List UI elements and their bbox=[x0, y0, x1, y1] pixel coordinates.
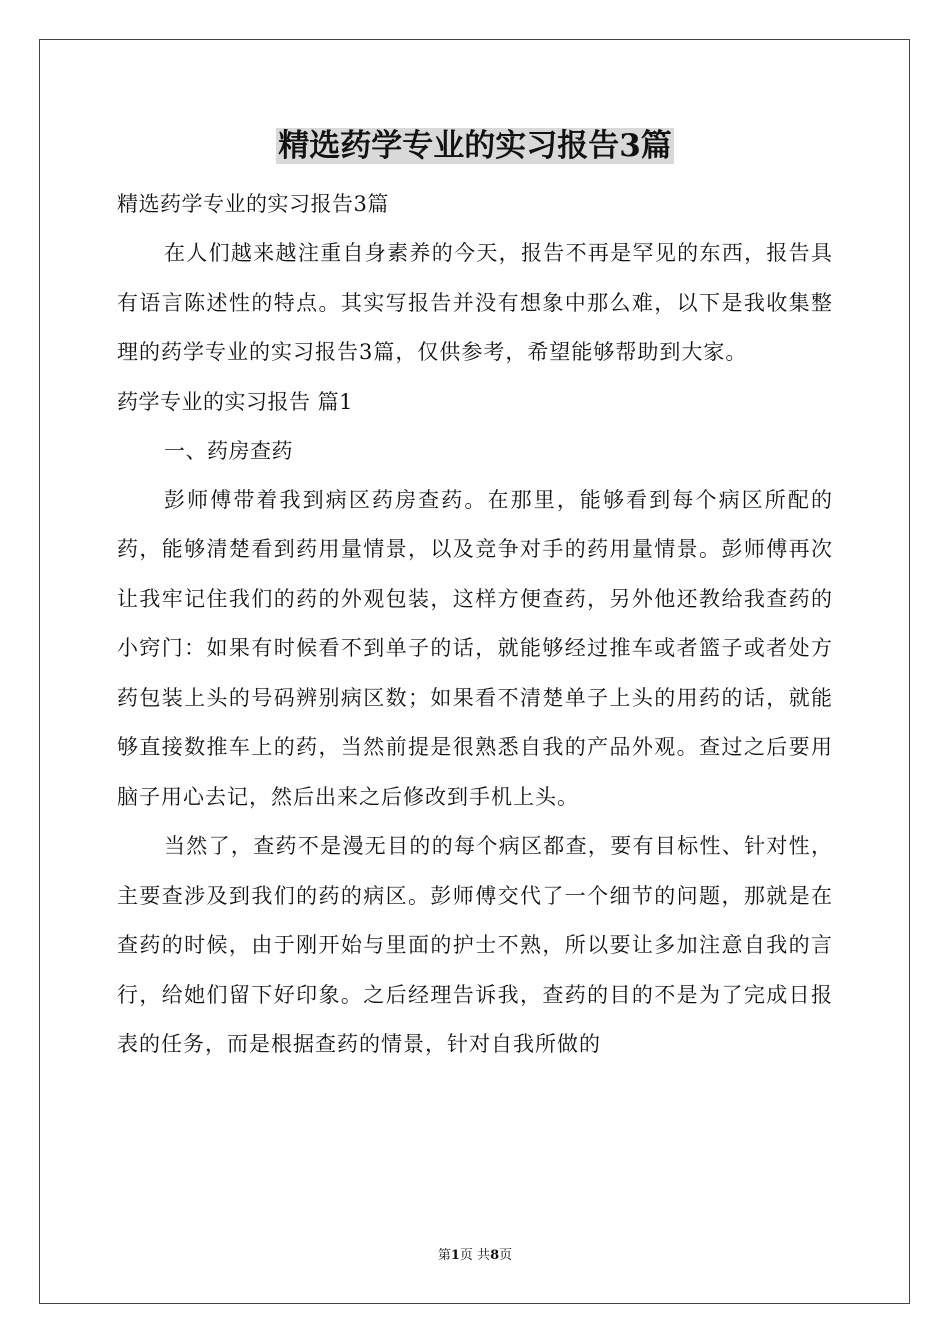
document-body bbox=[117, 180, 833, 1070]
document-subtitle: 精选药学专业的实习报告3篇 bbox=[117, 192, 389, 216]
page-footer bbox=[0, 1247, 950, 1265]
section-heading: 药学专业的实习报告 篇1 bbox=[117, 389, 354, 414]
page-prefix: 第 bbox=[437, 1248, 451, 1263]
document-title-text: 精选药学专业的实习报告3篇 bbox=[278, 128, 672, 164]
body-paragraph-2: 当然了，查药不是漫无目的的每个病区都查，要有目标性、针对性，主要查涉及到我们的药的病区。彭师傅交代了一个细节的问题，那就是在查药的时候，由于刚开始与里面的护士不熟，所以要让多加注意自我的言行，给她们留下好印象。之后经理告诉我，查药的目的不是为了完成日报表的任务，而是根据查药的情景，针对自我所做的 bbox=[117, 834, 833, 1056]
page-total: 8 bbox=[490, 1248, 500, 1263]
intro-paragraph: 在人们越来越注重自身素养的今天，报告不再是罕见的东西，报告具有语言陈述性的特点。其实写报告并没有想象中那么难，以下是我收集整理的药学专业的实习报告3篇，仅供参考，希望能够帮助到大家。 bbox=[117, 241, 833, 364]
page-suffix: 页 bbox=[499, 1248, 513, 1263]
body-paragraph-1: 彭师傅带着我到病区药房查药。在那里，能够看到每个病区所配的药，能够清楚看到药用量情景，以及竞争对手的药用量情景。彭师傅再次让我牢记住我们的药的外观包装，这样方便查药，另外他还教给我查药的小窍门：如果有时候看不到单子的话，就能够经过推车或者篮子或者处方药包装上头的号码辨别病区数；如果看不清楚单子上头的用药的话，就能够直接数推车上的药，当然前提是很熟悉自我的产品外观。查过之后要用脑子用心去记，然后出来之后修改到手机上头。 bbox=[117, 487, 833, 809]
document-title bbox=[0, 124, 950, 168]
subsection-heading: 一、药房查药 bbox=[164, 438, 293, 463]
page-mid: 页 共 bbox=[459, 1248, 491, 1263]
page-current: 1 bbox=[450, 1248, 460, 1263]
